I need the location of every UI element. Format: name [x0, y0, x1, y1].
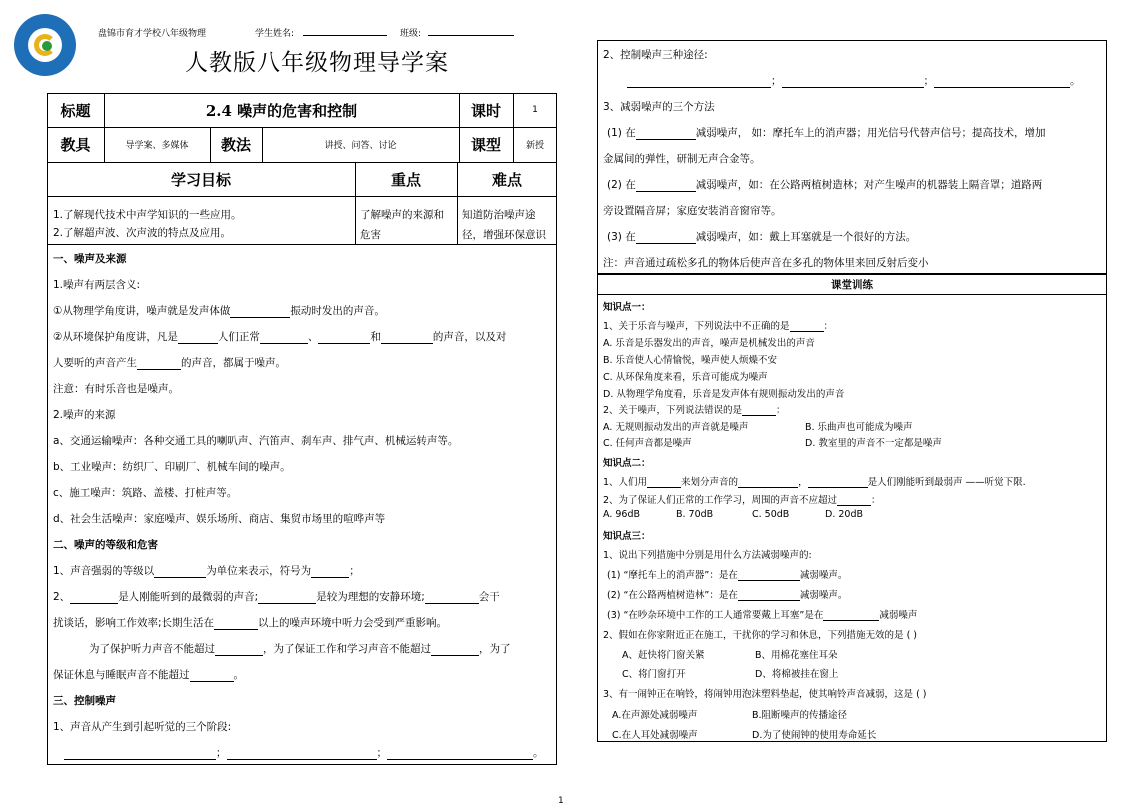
- knowledge-point-1: 知识点一：: [603, 302, 651, 313]
- loudness-levels: 2、 是人刚能听到的最微弱的声音; 是较为理想的安静环境; 会干: [53, 591, 500, 603]
- method-label: 教法: [220, 136, 251, 154]
- q7-option-c: C.在人耳处减弱噪声: [612, 730, 698, 741]
- q7-stem: 3、有一闹钟正在响铃，将闹钟用泡沫塑料垫起，使其响铃声音减弱，这是 ( ): [603, 689, 927, 700]
- key-point-1: 了解噪声的来源和: [360, 209, 444, 221]
- q4-stem: 2、为了保证人们正常的工作学习，周围的声音不应超过 ：: [603, 495, 881, 506]
- source-industry: b、工业噪声：纺织厂、印刷厂、机械车间的噪声。: [53, 461, 291, 473]
- section-3-title: 三、控制噪声: [53, 695, 116, 707]
- key-point-2: 危害: [360, 229, 381, 241]
- q4-option-b: B. 70dB: [676, 509, 714, 520]
- physics-definition: ①从物理学角度讲，噪声就是发声体做 振动时发出的声音。: [53, 305, 385, 317]
- note-music-noise: 注意：有时乐音也是噪声。: [53, 383, 179, 395]
- class-blank: [428, 24, 514, 36]
- q5-item-3: (3) “在吵杂环境中工作的工人通常要戴上耳塞”是在 减弱噪声: [607, 610, 918, 621]
- knowledge-point-3: 知识点三：: [603, 531, 651, 542]
- q5-item-2: (2) “在公路两植树造林”：是在 减弱噪声。: [607, 590, 848, 601]
- q4-option-c: C. 50dB: [752, 509, 790, 520]
- noise-sources-title: 2.噪声的来源: [53, 409, 116, 421]
- three-ways-title: 2、控制噪声三种途径:: [603, 49, 708, 61]
- three-ways-blanks: ； ； 。: [627, 73, 1081, 88]
- q7-option-a: A.在声源处减弱噪声: [612, 710, 698, 721]
- student-name-label: 学生姓名:: [255, 29, 295, 39]
- goal-1: 1.了解现代技术中声学知识的一些应用。: [53, 209, 242, 221]
- q2-stem: 2、关于噪声，下列说法错误的是 ：: [603, 405, 786, 416]
- tools-value: 导学案、多媒体: [125, 141, 189, 151]
- q1-option-d: D. 从物理学角度看，乐音是发声体有规则振动发出的声音: [603, 389, 845, 400]
- type-value: 新授: [525, 141, 544, 151]
- q2-option-b: B. 乐曲声也可能成为噪声: [805, 422, 913, 433]
- environment-definition: ②从环境保护角度讲，凡是 人们正常 、 和 的声音，以及对: [53, 331, 507, 343]
- q2-option-d: D. 教室里的声音不一定都是噪声: [805, 438, 942, 449]
- source-traffic: a、交通运输噪声：各种交通工具的喇叭声、汽笛声、刹车声、排气声、机械运转声等。: [53, 435, 459, 447]
- knowledge-point-2: 知识点二：: [603, 458, 651, 469]
- hard-point-1: 知道防治噪声途: [462, 209, 536, 221]
- q5-item-1: (1) “摩托车上的消声器”：是在 减弱噪声。: [607, 570, 848, 581]
- section-1-title: 一、噪声及来源: [53, 253, 127, 265]
- student-name-blank: [303, 24, 387, 36]
- environment-definition-cont: 人要听的声音产生 的声音，都属于噪声。: [53, 357, 286, 369]
- source-social: d、社会生活噪声：家庭噪声、娱乐场所、商店、集贸市场里的喧哗声等: [53, 513, 386, 525]
- type-label: 课型: [470, 136, 501, 154]
- school-logo: [14, 14, 76, 76]
- hours-value: 1: [532, 105, 538, 115]
- q5-stem: 1、说出下列措施中分别是用什么方法减弱噪声的:: [603, 550, 812, 561]
- q6-option-c: C、将门窗打开: [622, 669, 686, 680]
- method-3: (3) 在 减弱噪声，如：戴上耳塞就是一个很好的方法。: [607, 231, 917, 243]
- hours-label: 课时: [470, 101, 501, 120]
- q6-option-d: D、将棉被挂在窗上: [755, 669, 839, 680]
- three-stages: 1、声音从产生到引起听觉的三个阶段:: [53, 721, 232, 733]
- tools-label: 教具: [60, 136, 91, 154]
- q7-option-d: D.为了使闹钟的使用寿命延长: [752, 730, 877, 741]
- three-stages-blanks: ； ； 。: [64, 745, 544, 760]
- noise-meaning: 1.噪声有两层含义:: [53, 279, 141, 291]
- source-construction: c、施工噪声：筑路、盖楼、打桩声等。: [53, 487, 238, 499]
- method-1: (1) 在 减弱噪声， 如：摩托车上的消声器；用光信号代替声信号；提高技术，增加: [607, 127, 1046, 139]
- section-2-title: 二、噪声的等级和危害: [53, 539, 158, 551]
- hearing-protection: 为了保护听力声音不能超过 ，为了保证工作和学习声音不能超过 ，为了: [89, 643, 511, 655]
- q7-option-b: B.阻断噪声的传播途径: [752, 710, 848, 721]
- q1-stem: 1、关于乐音与噪声，下列说法中不正确的是 ：: [603, 321, 834, 332]
- method-2: (2) 在 减弱噪声，如：在公路两植树造林；对产生噪声的机器装上隔音罩；道路两: [607, 179, 1043, 191]
- lesson-title: 2.4 噪声的危害和控制: [205, 101, 358, 120]
- q4-option-d: D. 20dB: [825, 509, 863, 520]
- hard-label: 难点: [491, 170, 522, 189]
- main-title: 人教版八年级物理导学案: [185, 50, 449, 76]
- practice-title: 课堂训练: [831, 279, 873, 291]
- goal-2: 2.了解超声波、次声波的特点及应用。: [53, 227, 232, 239]
- key-label: 重点: [390, 170, 421, 189]
- school-name: 盘锦市育才学校八年级物理: [98, 29, 207, 39]
- q6-option-b: B、用棉花塞住耳朵: [755, 650, 838, 661]
- three-methods-title: 3、减弱噪声的三个方法: [603, 101, 715, 113]
- q3-stem: 1、人们用 来划分声音的 ， 是人们刚能听到最弱声 ——听觉下限.: [603, 477, 1026, 488]
- q6-option-a: A、赶快将门窗关紧: [622, 650, 705, 661]
- hard-point-2: 径，增强环保意识: [462, 229, 546, 241]
- sleep-limit: 保证休息与睡眠声音不能超过 。: [53, 669, 244, 681]
- q2-option-a: A. 无规则振动发出的声音就是噪声: [603, 422, 749, 433]
- porous-note: 注：声音通过疏松多孔的物体后使声音在多孔的物体里来回反射后变小: [603, 257, 929, 269]
- method-1-cont: 金属间的弹性，研制无声合金等。: [603, 153, 761, 165]
- q4-option-a: A. 96dB: [603, 509, 641, 520]
- q1-option-b: B. 乐音使人心情愉悦，噪声使人烦燥不安: [603, 355, 778, 366]
- goals-label: 学习目标: [170, 170, 231, 189]
- q1-option-a: A. 乐音是乐器发出的声音，噪声是机械发出的声音: [603, 338, 815, 349]
- q2-option-c: C. 任何声音都是噪声: [603, 438, 692, 449]
- class-label: 班级:: [400, 29, 422, 39]
- loudness-unit: 1、声音强弱的等级以 为单位来表示，符号为 ；: [53, 565, 360, 577]
- method-2-cont: 旁设置隔音屏；家庭安装消音窗帘等。: [603, 205, 782, 217]
- page-number: 1: [558, 796, 564, 806]
- title-label: 标题: [60, 101, 91, 120]
- q1-option-c: C. 从环保角度来看，乐音可能成为噪声: [603, 372, 768, 383]
- loudness-levels-cont: 扰谈话，影响工作效率;长期生活在 以上的噪声环境中听力会受到严重影响。: [53, 617, 448, 629]
- q6-stem: 2、假如在你家附近正在施工，干扰你的学习和休息，下列措施无效的是 ( ): [603, 630, 917, 641]
- method-value: 讲授、问答、讨论: [324, 141, 397, 151]
